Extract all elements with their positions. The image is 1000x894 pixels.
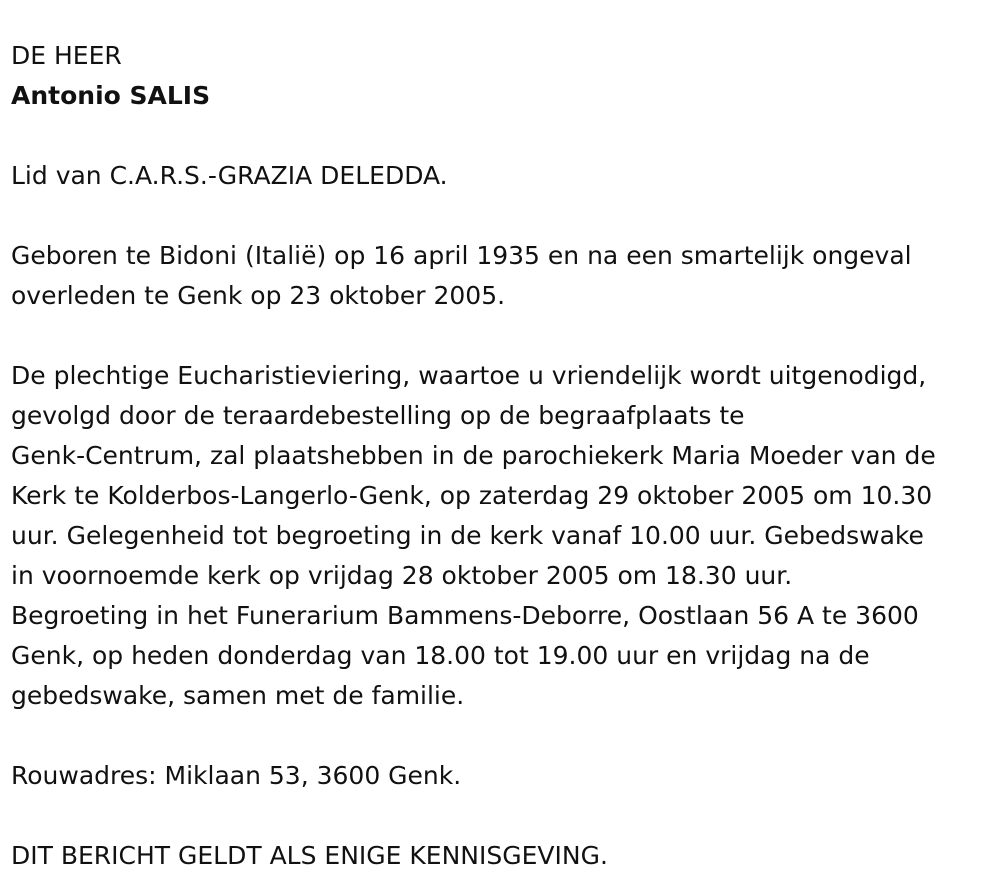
salutation: DE HEER [11,41,122,70]
ceremony-line: Begroeting in het Funerarium Bammens-Deborre, Oostlaan 56 A te 3600 [11,601,919,630]
birth-death-paragraph [11,236,996,316]
deceased-name: Antonio SALIS [11,81,211,110]
ceremony-line: Genk, op heden donderdag van 18.00 tot 19.00 uur en vrijdag na de [11,641,870,670]
ceremony-line: in voornoemde kerk op vrijdag 28 oktober 2005 om 18.30 uur. [11,561,793,590]
mourning-address: Rouwadres: Miklaan 53, 3600 Genk. [11,761,462,790]
closing-statement: DIT BERICHT GELDT ALS ENIGE KENNISGEVING. [11,841,608,870]
ceremony-line: Kerk te Kolderbos-Langerlo-Genk, op zaterdag 29 oktober 2005 om 10.30 [11,481,933,510]
ceremony-line: uur. Gelegenheid tot begroeting in de kerk vanaf 10.00 uur. Gebedswake [11,521,924,550]
ceremony-line: gevolgd door de teraardebestelling op de begraafplaats te [11,401,745,430]
ceremony-paragraph [11,356,996,716]
ceremony-line: De plechtige Eucharistieviering, waartoe u vriendelijk wordt uitgenodigd, [11,361,927,390]
ceremony-line: gebedswake, samen met de familie. [11,681,465,710]
birth-death-line: overleden te Genk op 23 oktober 2005. [11,281,506,310]
ceremony-line: Genk-Centrum, zal plaatshebben in de parochiekerk Maria Moeder van de [11,441,936,470]
birth-death-line: Geboren te Bidoni (Italië) op 16 april 1935 en na een smartelijk ongeval [11,241,912,270]
membership-line: Lid van C.A.R.S.-GRAZIA DELEDDA. [11,161,448,190]
obituary-notice [11,36,996,876]
